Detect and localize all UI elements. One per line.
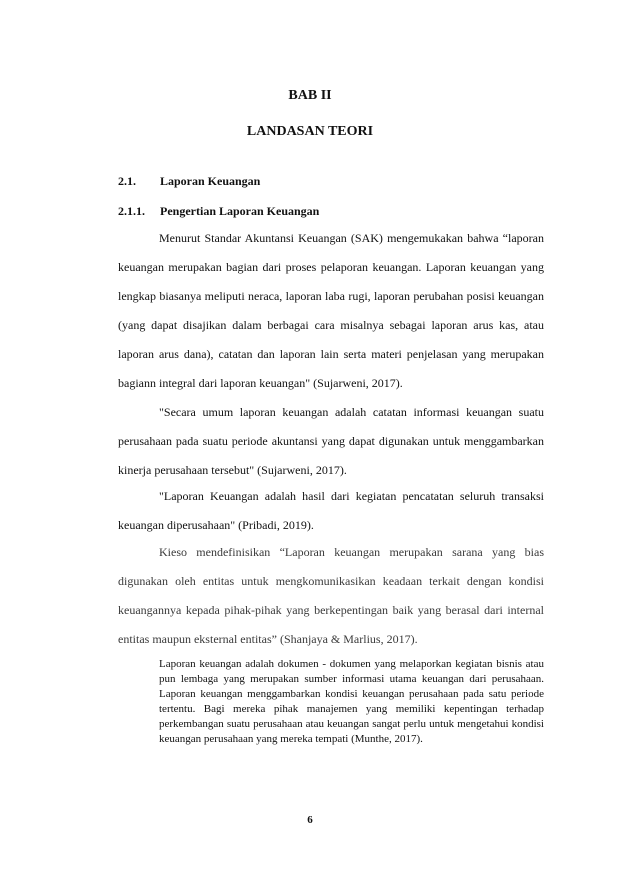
section-heading (118, 174, 260, 189)
chapter-title: LANDASAN TEORI (246, 124, 374, 139)
page-number: 6 (307, 814, 313, 826)
section-title: Laporan Keuangan (160, 174, 261, 188)
subsection-heading (118, 204, 319, 219)
section-number: 2.1. (118, 174, 136, 188)
paragraph-pribadi-definition: "Laporan Keuangan adalah hasil dari kegiatan pencatatan seluruh transaksi keuangan diperusahaan" (Pribadi, 2019). (118, 489, 544, 532)
paragraph-kieso-definition: Kieso mendefinisikan “Laporan keuangan merupakan sarana yang bias digunakan oleh entitas untuk mengkomunikasikan keadaan terkait dengan kondisi keuangannya kepada pihak-pihak yang berkepentingan baik yang berasal dari internal entitas maupun eksternal entitas” (Shanjaya & Marlius, 2017). (118, 545, 544, 646)
subsection-number: 2.1.1. (118, 204, 145, 218)
subsection-title: Pengertian Laporan Keuangan (160, 204, 320, 218)
paragraph-general-definition: "Secara umum laporan keuangan adalah catatan informasi keuangan suatu perusahaan pada suatu periode akuntansi yang dapat digunakan untuk menggambarkan kinerja perusahaan tersebut" (Sujarweni, 2017). (118, 405, 544, 477)
block-quote: Laporan keuangan adalah dokumen - dokumen yang melaporkan kegiatan bisnis atau pun lembaga yang merupakan sumber informasi utama keuangan dari perusahaan. Laporan keuangan menggambarkan kondisi keuangan perusahaan pada satu periode tertentu. Bagi mereka pihak manajemen yang memiliki kepentingan terhadap perkembangan suatu perusahaan atau keuangan sangat perlu untuk mengetahui kondisi keuangan perusahaan yang mereka tempati (Munthe, 2017). (159, 658, 544, 745)
chapter-number: BAB II (288, 88, 332, 103)
paragraph-sak-definition: Menurut Standar Akuntansi Keuangan (SAK) mengemukakan bahwa “laporan keuangan merupakan bagian dari proses pelaporan keuangan. Laporan keuangan yang lengkap biasanya meliputi neraca, laporan laba rugi, laporan perubahan posisi keuangan (yang dapat disajikan dalam berbagai cara misalnya sebagai laporan arus kas, atau laporan arus dana), catatan dan laporan lain serta materi penjelasan yang merupakan bagiann integral dari laporan keuangan" (Sujarweni, 2017). (118, 231, 544, 390)
